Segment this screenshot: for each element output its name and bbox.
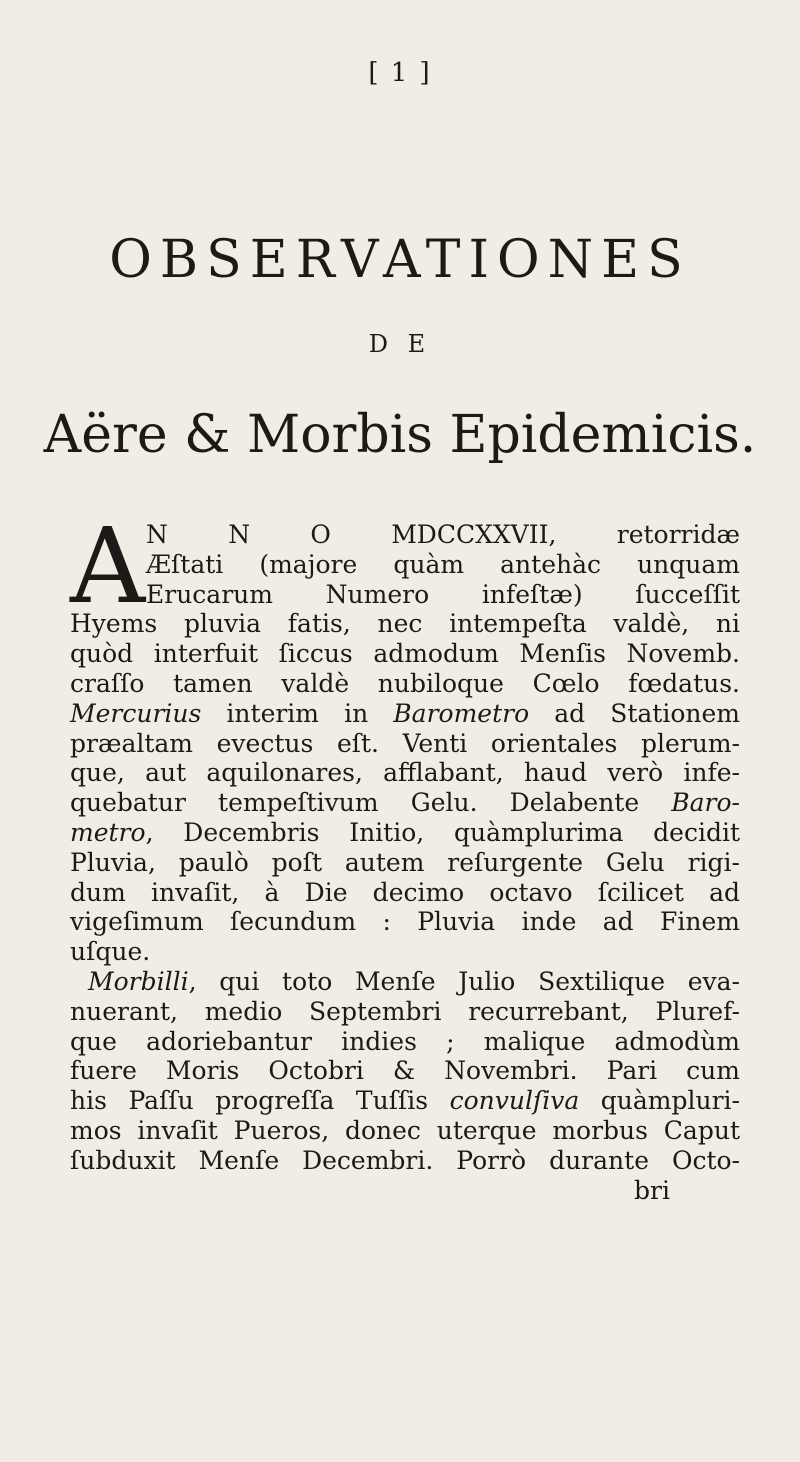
text-run: quàmpluri-	[579, 1086, 741, 1116]
text-run: Erucarum Numero infeſtæ) ſucceſſit	[146, 579, 740, 609]
text-run: dum invaſit, à Die decimo octavo ſcilicet ad	[70, 877, 740, 907]
text-line	[70, 1027, 740, 1057]
text-run: præaltam evectus eſt. Venti orientales plerum-	[70, 728, 740, 758]
page-number: [ 1 ]	[368, 58, 432, 88]
italic-term: metro	[70, 817, 146, 847]
text-run: craſſo tamen valdè nubiloque Cœlo fœdatus.	[70, 668, 740, 698]
text-run: , qui toto Menſe Julio Sextilique eva-	[188, 966, 740, 996]
text-line	[70, 609, 740, 639]
text-run: fuere Moris Octobri & Novembri. Pari cum	[70, 1056, 740, 1086]
text-line	[70, 967, 740, 997]
text-line	[70, 1116, 740, 1146]
text-line	[70, 1146, 740, 1176]
text-line	[70, 818, 740, 848]
text-run: ſubduxit Menſe Decembri. Porrò durante Octo-	[70, 1145, 740, 1175]
text-run: Pluvia, paulò poſt autem reſurgente Gelu rigi-	[70, 847, 740, 877]
text-line	[70, 729, 740, 759]
text-line	[70, 1056, 740, 1086]
page-title: OBSERVATIONES	[109, 230, 691, 290]
title-connector: D E	[368, 330, 432, 358]
catchword: bri	[634, 1175, 670, 1205]
text-line	[70, 848, 740, 878]
italic-term: Baro-	[671, 788, 740, 818]
italic-term: convulſiva	[449, 1086, 580, 1116]
text-run: que, aut aquilonares, afflabant, haud verò infe-	[70, 758, 740, 788]
text-run: N N O MDCCXXVII, retorridæ	[146, 520, 740, 549]
text-run: quòd interfuit ſiccus admodum Menſis Novemb.	[70, 639, 740, 669]
page-subtitle: Aëre & Morbis Epidemicis.	[43, 405, 757, 465]
text-run: mos invaſit Pueros, donec uterque morbus Caput	[70, 1115, 740, 1145]
text-run: Hyems pluvia fatis, nec intempeſta valdè, ni	[70, 609, 740, 639]
text-line	[70, 937, 740, 967]
text-line	[70, 699, 740, 729]
text-run: his Paſſu progreſſa Tuſſis	[70, 1086, 450, 1116]
text-line	[70, 520, 740, 550]
text-run: Æſtati (majore quàm antehàc unquam	[146, 549, 740, 579]
text-run: uſque.	[70, 937, 151, 967]
text-run: ad Stationem	[529, 698, 740, 728]
text-line	[70, 1086, 740, 1116]
text-line	[70, 639, 740, 669]
text-line	[70, 669, 740, 699]
text-line	[70, 758, 740, 788]
text-run: interim in	[201, 698, 394, 728]
italic-term: Mercurius	[70, 698, 202, 728]
drop-cap: A	[70, 505, 146, 627]
text-line	[70, 878, 740, 908]
text-run: que adoriebantur indies ; malique admodùm	[70, 1026, 740, 1056]
text-run: quebatur tempeſtivum Gelu. Delabente	[70, 788, 672, 818]
text-line	[70, 907, 740, 937]
body-text	[70, 505, 741, 1205]
text-run: , Decembris Initio, quàmplurima decidit	[145, 817, 740, 847]
text-line	[70, 550, 740, 580]
text-line	[70, 788, 740, 818]
italic-term: Barometro	[393, 698, 530, 728]
italic-term: Morbilli	[88, 966, 189, 996]
text-line	[70, 580, 740, 610]
text-line	[70, 997, 740, 1027]
text-run: nuerant, medio Septembri recurrebant, Pluref-	[70, 996, 740, 1026]
text-run: vigeſimum ſecundum : Pluvia inde ad Finem	[70, 907, 740, 937]
